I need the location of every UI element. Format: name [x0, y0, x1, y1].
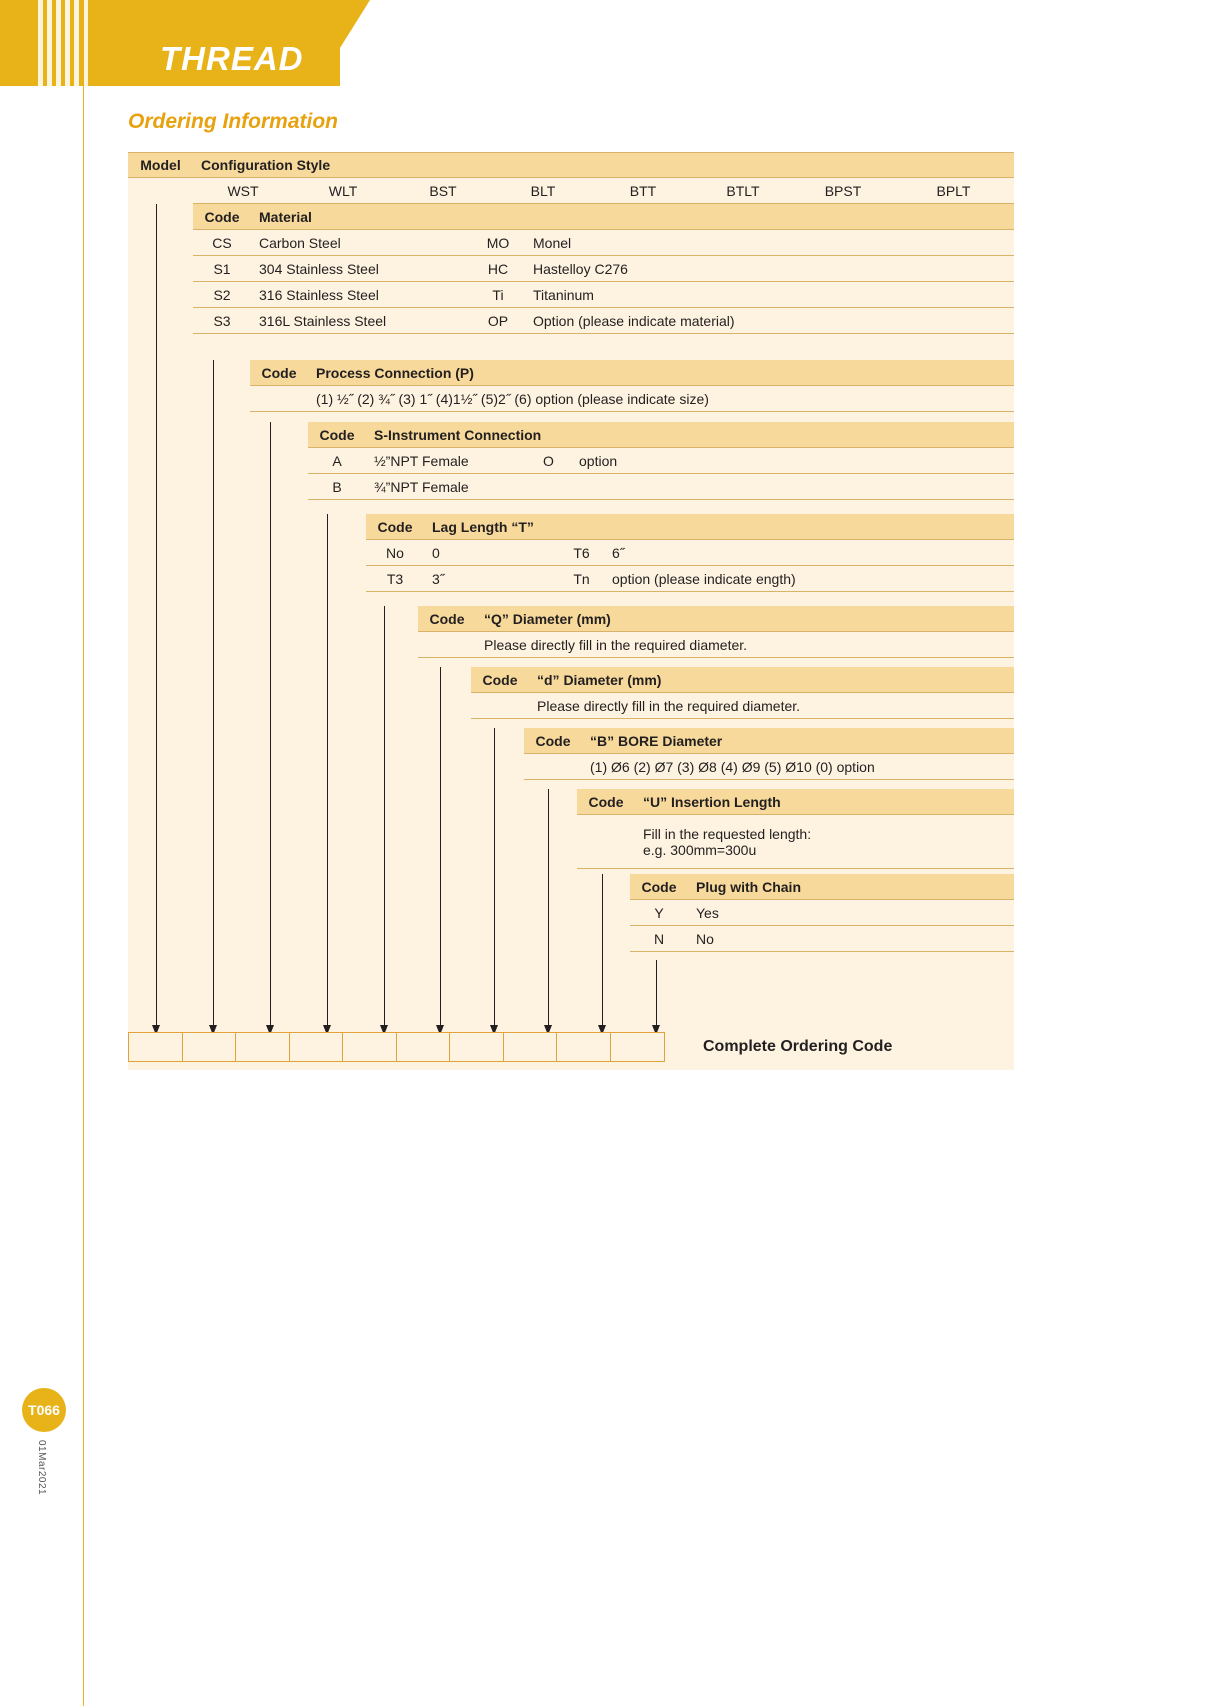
material-name: Carbon Steel: [251, 230, 471, 256]
lag-length-block: [366, 514, 1014, 592]
process-connection-code-label: Code: [250, 360, 308, 386]
lag-length-header-row: [366, 514, 1014, 540]
material-code: S3: [193, 308, 251, 334]
page-title: Ordering Information: [128, 110, 338, 133]
material-code-2: MO: [471, 230, 525, 256]
plug-with-chain-code-label: Code: [630, 874, 688, 900]
insertion-length-title: “U” Insertion Length: [635, 789, 1014, 815]
ordering-code-box[interactable]: [128, 1032, 183, 1062]
material-code: S1: [193, 256, 251, 282]
lag-length-row: [366, 540, 1014, 566]
flow-arrow-plug: [656, 960, 657, 1026]
process-connection-title: Process Connection (P): [308, 360, 1014, 386]
style-bst: BST: [393, 178, 493, 204]
d-diameter-spacer: [471, 693, 529, 719]
instrument-connection-row: [308, 448, 1014, 474]
insertion-length-block: [577, 789, 1014, 869]
plug-with-chain-row: [630, 926, 1014, 952]
ordering-information-diagram: [128, 152, 1014, 1070]
d-diameter-text: Please directly fill in the required diameter.: [529, 693, 1014, 719]
material-row: [193, 308, 1014, 334]
page-banner: [0, 0, 1213, 86]
flow-arrow-process: [270, 422, 271, 1026]
process-connection-spacer: [250, 386, 308, 412]
plug-with-chain-header-row: [630, 874, 1014, 900]
material-name: 304 Stainless Steel: [251, 256, 471, 282]
complete-ordering-code-boxes: [128, 1032, 663, 1062]
style-bpst: BPST: [793, 178, 893, 204]
configuration-style-row: [128, 178, 1014, 204]
insertion-length-spacer: [577, 815, 635, 869]
instrument-connection-row: [308, 474, 1014, 500]
process-connection-header-row: [250, 360, 1014, 386]
flow-arrow-lag: [384, 606, 385, 1026]
insertion-length-text-line1: Fill in the requested length:: [643, 825, 812, 842]
material-row: [193, 256, 1014, 282]
material-code-2: OP: [471, 308, 525, 334]
lag-length-name-2: option (please indicate ength): [604, 566, 1014, 592]
plug-with-chain-code: Y: [630, 900, 688, 926]
flow-arrow-material: [213, 360, 214, 1026]
material-code: CS: [193, 230, 251, 256]
style-btt: BTT: [593, 178, 693, 204]
ordering-code-box[interactable]: [610, 1032, 665, 1062]
q-diameter-title: “Q” Diameter (mm): [476, 606, 1014, 632]
ordering-code-box[interactable]: [396, 1032, 451, 1062]
style-btlt: BTLT: [693, 178, 793, 204]
material-title: Material: [251, 204, 1014, 230]
process-connection-options: (1) ½˝ (2) ¾˝ (3) 1˝ (4)1½˝ (5)2˝ (6) option (please indicate size): [308, 386, 1014, 412]
material-code-2: Ti: [471, 282, 525, 308]
plug-with-chain-name: No: [688, 926, 1014, 952]
instrument-connection-name: ½”NPT Female: [366, 448, 526, 474]
banner-title: THREAD: [160, 40, 304, 77]
instrument-connection-code: A: [308, 448, 366, 474]
style-wlt: WLT: [293, 178, 393, 204]
lag-length-name-2: 6˝: [604, 540, 1014, 566]
lag-length-code-2: T6: [559, 540, 604, 566]
material-name-2: Monel: [525, 230, 1014, 256]
flow-arrow-model: [156, 204, 157, 1026]
q-diameter-code-label: Code: [418, 606, 476, 632]
material-name: 316 Stainless Steel: [251, 282, 471, 308]
bore-diameter-row: [524, 754, 1014, 780]
flow-arrow-ddia: [494, 728, 495, 1026]
instrument-connection-code-label: Code: [308, 422, 366, 448]
lag-length-name: 3˝: [424, 566, 559, 592]
material-code-label: Code: [193, 204, 251, 230]
instrument-connection-block: [308, 422, 1014, 500]
model-header-row: [128, 152, 1014, 178]
lag-length-row: [366, 566, 1014, 592]
lag-length-code: T3: [366, 566, 424, 592]
ordering-code-box[interactable]: [289, 1032, 344, 1062]
lag-length-name: 0: [424, 540, 559, 566]
instrument-connection-code-2: O: [526, 448, 571, 474]
lag-length-code: No: [366, 540, 424, 566]
d-diameter-code-label: Code: [471, 667, 529, 693]
instrument-connection-name-2: option: [571, 448, 1014, 474]
flow-arrow-insertion: [602, 874, 603, 1026]
bore-diameter-title: “B” BORE Diameter: [582, 728, 1014, 754]
bore-diameter-code-label: Code: [524, 728, 582, 754]
material-row: [193, 282, 1014, 308]
plug-with-chain-row: [630, 900, 1014, 926]
complete-ordering-code-label: Complete Ordering Code: [703, 1038, 893, 1055]
insertion-length-header-row: [577, 789, 1014, 815]
insertion-length-code-label: Code: [577, 789, 635, 815]
insertion-length-row: [577, 815, 1014, 869]
q-diameter-block: [418, 606, 1014, 658]
material-header-row: [193, 204, 1014, 230]
process-connection-row: [250, 386, 1014, 412]
ordering-code-box[interactable]: [342, 1032, 397, 1062]
d-diameter-header-row: [471, 667, 1014, 693]
flow-arrow-bore: [548, 789, 549, 1026]
q-diameter-text: Please directly fill in the required diameter.: [476, 632, 1014, 658]
style-bplt: BPLT: [893, 178, 1014, 204]
model-block: [128, 152, 1014, 204]
left-vertical-rule: [83, 0, 84, 1706]
ordering-code-box[interactable]: [503, 1032, 558, 1062]
style-wst: WST: [193, 178, 293, 204]
material-block: [193, 204, 1014, 334]
ordering-code-box[interactable]: [182, 1032, 237, 1062]
bore-diameter-header-row: [524, 728, 1014, 754]
ordering-code-box[interactable]: [235, 1032, 290, 1062]
instrument-connection-name: ¾”NPT Female: [366, 474, 1014, 500]
q-diameter-spacer: [418, 632, 476, 658]
model-label: Model: [128, 152, 193, 178]
material-row: [193, 230, 1014, 256]
style-blt: BLT: [493, 178, 593, 204]
lag-length-title: Lag Length “T”: [424, 514, 1014, 540]
material-name-2: Hastelloy C276: [525, 256, 1014, 282]
d-diameter-row: [471, 693, 1014, 719]
q-diameter-header-row: [418, 606, 1014, 632]
material-code-2: HC: [471, 256, 525, 282]
lag-length-code-label: Code: [366, 514, 424, 540]
ordering-code-box[interactable]: [449, 1032, 504, 1062]
d-diameter-title: “d” Diameter (mm): [529, 667, 1014, 693]
configuration-style-header: Configuration Style: [193, 152, 1014, 178]
bore-diameter-text: (1) Ø6 (2) Ø7 (3) Ø8 (4) Ø9 (5) Ø10 (0) option: [582, 754, 1014, 780]
instrument-connection-code: B: [308, 474, 366, 500]
d-diameter-block: [471, 667, 1014, 719]
process-connection-block: [250, 360, 1014, 412]
page-number-badge: T066: [22, 1388, 66, 1432]
bore-diameter-spacer: [524, 754, 582, 780]
banner-stripes-decoration: [38, 0, 88, 86]
material-name-2: Option (please indicate material): [525, 308, 1014, 334]
material-name: 316L Stainless Steel: [251, 308, 471, 334]
plug-with-chain-title: Plug with Chain: [688, 874, 1014, 900]
insertion-length-text-line2: e.g. 300mm=300u: [643, 841, 757, 858]
plug-with-chain-block: [630, 874, 1014, 952]
model-empty-cell: [128, 178, 193, 204]
plug-with-chain-code: N: [630, 926, 688, 952]
material-name-2: Titaninum: [525, 282, 1014, 308]
lag-length-code-2: Tn: [559, 566, 604, 592]
q-diameter-row: [418, 632, 1014, 658]
bore-diameter-block: [524, 728, 1014, 780]
flow-arrow-qdia: [440, 667, 441, 1026]
instrument-connection-title: S-Instrument Connection: [366, 422, 1014, 448]
instrument-connection-header-row: [308, 422, 1014, 448]
material-code: S2: [193, 282, 251, 308]
ordering-code-box[interactable]: [556, 1032, 611, 1062]
flow-arrow-instrument: [327, 514, 328, 1026]
plug-with-chain-name: Yes: [688, 900, 1014, 926]
page-date-label: 01Mar2021: [36, 1440, 47, 1496]
